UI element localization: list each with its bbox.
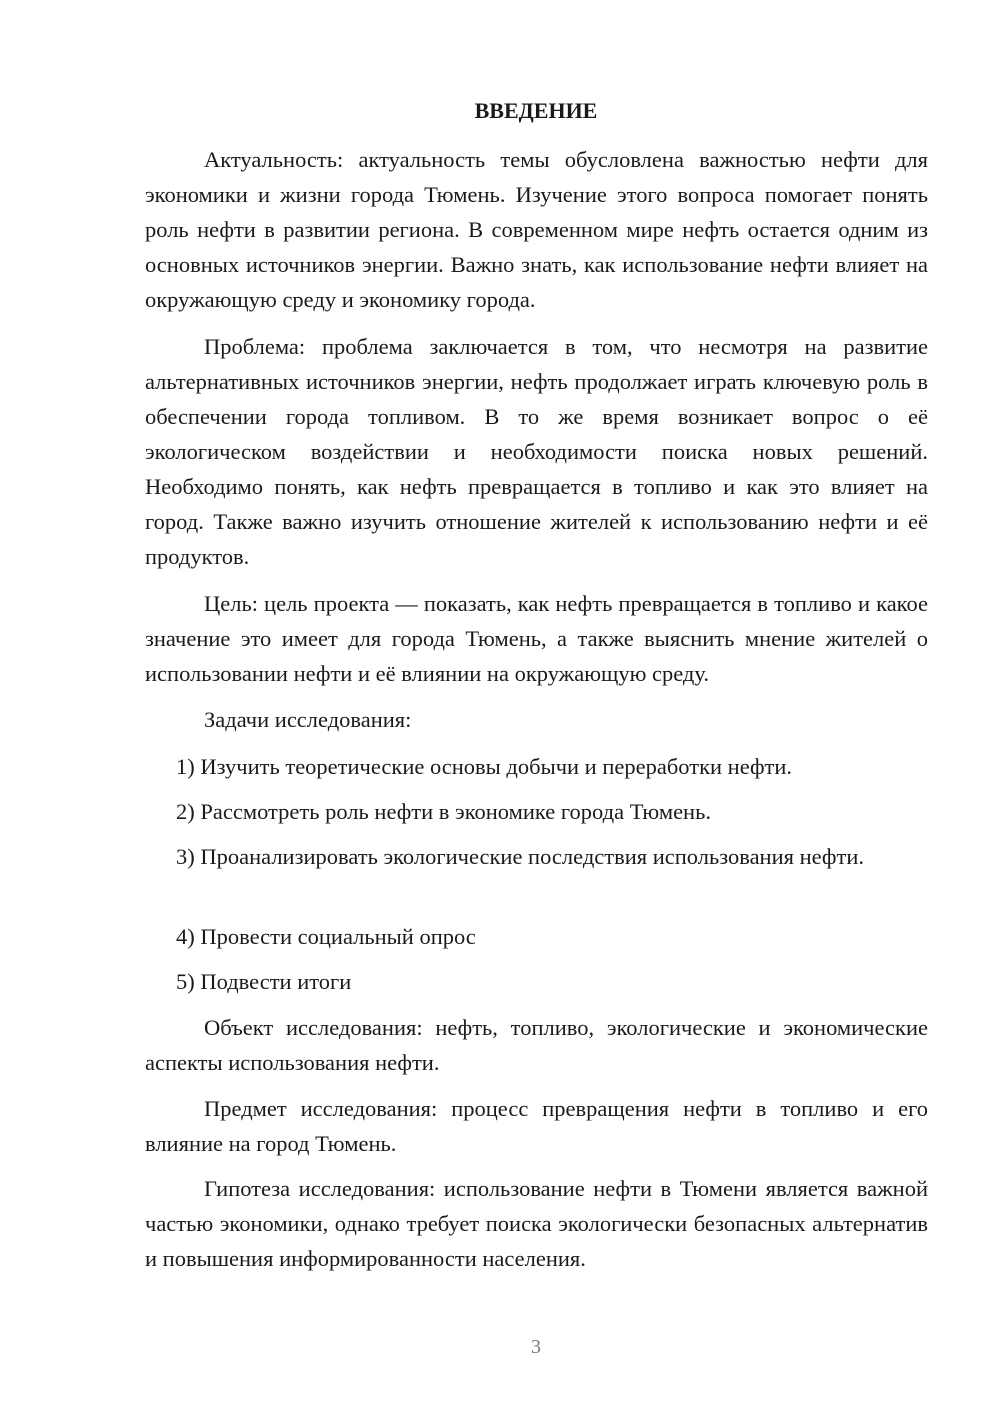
- paragraph-tasks-heading: Задачи исследования:: [204, 707, 412, 732]
- paragraph-object: Объект исследования: нефть, топливо, экологические и экономические аспекты использования нефти.: [145, 1015, 928, 1075]
- paragraph-goal: Цель: цель проекта — показать, как нефть превращается в топливо и какое значение это имеет для города Тюмень, а также выяснить мнение жителей о использовании нефти и её влиянии на окружающую среду.: [145, 591, 928, 686]
- paragraph-problem: Проблема: проблема заключается в том, что несмотря на развитие альтернативных источников энергии, нефть продолжает играть ключевую роль в обеспечении города топливом. В то же время возникает вопрос о её экологическом воздействии и необходимости поиска новых решений. Необходимо понять, как нефть превращается в топливо и как это влияет на город. Также важно изучить отношение жителей к использованию нефти и её продуктов.: [145, 334, 928, 569]
- page-number: 3: [531, 1336, 541, 1358]
- page-title: ВВЕДЕНИЕ: [474, 98, 598, 123]
- task-item-5: 5) Подвести итоги: [176, 969, 352, 994]
- task-item-1: 1) Изучить теоретические основы добычи и переработки нефти.: [176, 754, 793, 779]
- paragraph-relevance: Актуальность: актуальность темы обусловлена важностью нефти для экономики и жизни города Тюмень. Изучение этого вопроса помогает понять роль нефти в развитии региона. В современном мире нефть остается одним из основных источников энергии. Важно знать, как использование нефти влияет на окружающую среду и экономику города.: [145, 147, 928, 312]
- paragraph-hypothesis: Гипотеза исследования: использование нефти в Тюмени является важной частью экономики, однако требует поиска экологически безопасных альтернатив и повышения информированности населения.: [145, 1176, 928, 1271]
- task-item-2: 2) Рассмотреть роль нефти в экономике города Тюмень.: [176, 799, 711, 824]
- paragraph-subject: Предмет исследования: процесс превращения нефти в топливо и его влияние на город Тюмень.: [145, 1096, 928, 1156]
- task-item-3: 3) Проанализировать экологические последствия использования нефти.: [176, 844, 864, 869]
- task-item-4: 4) Провести социальный опрос: [176, 924, 476, 949]
